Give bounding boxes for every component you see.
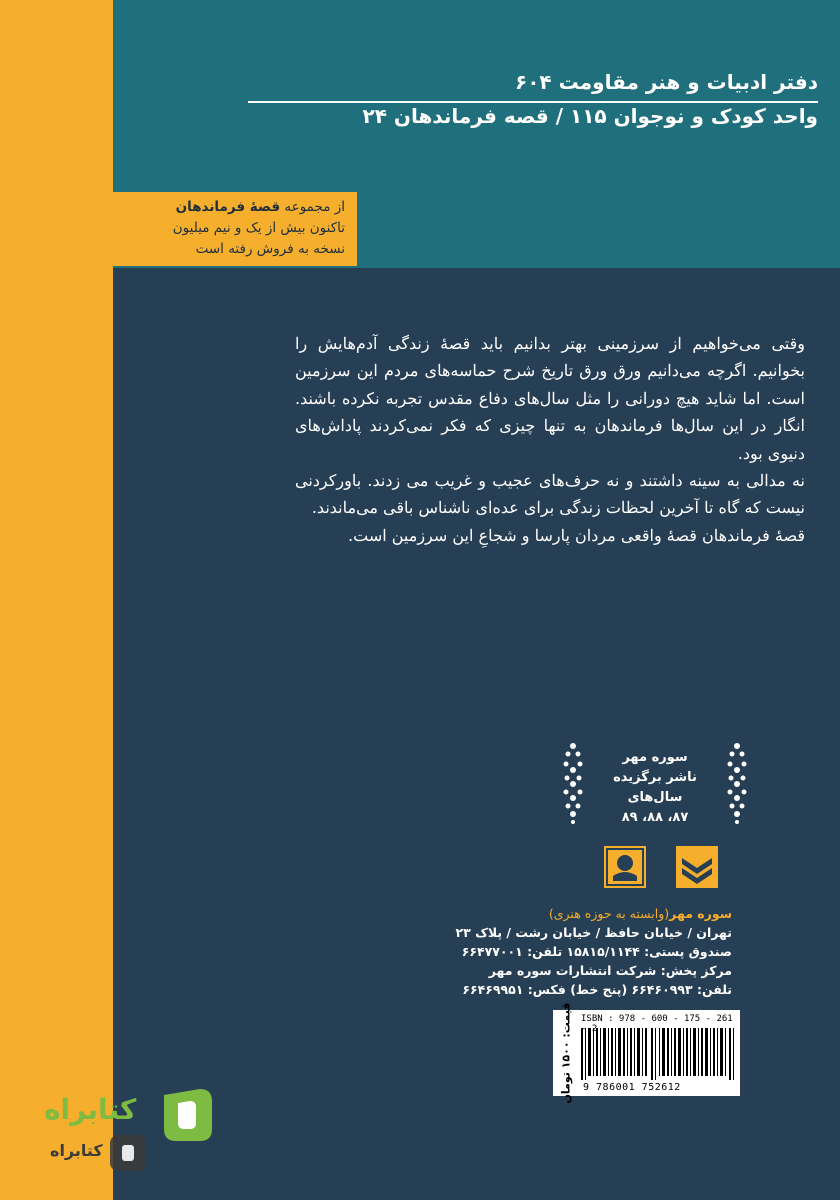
ketabrah-small-logo-icon — [108, 1133, 148, 1173]
watermark-text: کتابراه — [44, 1093, 137, 1126]
blurb-paragraph-3: قصهٔ فرماندهان قصهٔ واقعی مردان پارسا و شجاعِ این سرزمین است. — [348, 525, 805, 545]
series-sales-line-2: نسخه به فروش رفته است — [195, 241, 345, 257]
price-text: قیمت: ۱۵۰۰ تومان — [559, 1002, 573, 1104]
series-prefix: از مجموعه — [280, 199, 345, 215]
badge-line-3: ۸۷، ۸۸، ۸۹ — [621, 810, 689, 825]
ornament-right-icon — [724, 740, 750, 826]
blurb-paragraph-2: نه مدالی به سینه داشتند و نه حرف‌های عجیب و غریب می زدند. باورکردنی نیست که گاه تا آخرین لحظات زندگی برای عده‌ای ناشناس باقی می‌ماندند. — [295, 471, 805, 518]
badge-line-2: ناشر برگزیده سال‌های — [613, 770, 697, 805]
address-street: تهران / خیابان حافظ / خیابان رشت / پلاک ۲۳ — [455, 925, 732, 940]
hozeh-honari-logo-icon — [604, 846, 646, 888]
address-pobox-phone: صندوق پستی: ۱۵۸۱۵/۱۱۴۴ تلفن: ۶۶۴۷۷۰۰۱ — [461, 944, 732, 959]
spine-strip — [0, 0, 113, 1200]
blurb — [295, 330, 805, 549]
ketabrah-logo-icon — [156, 1085, 216, 1145]
barcode-digits: 9 786001 752612 — [583, 1082, 681, 1093]
badge-text — [588, 748, 722, 828]
publisher-address — [312, 904, 732, 999]
barcode-bars-icon — [581, 1028, 735, 1080]
header-divider — [248, 101, 818, 103]
isbn-label: ISBN : 978 - 600 - 175 - 261 - 2 — [581, 1014, 733, 1034]
watermark-small-text: کتابراه — [50, 1141, 103, 1160]
distribution-center: مرکز پخش: شرکت انتشارات سوره مهر — [488, 963, 732, 978]
series-sales-line: تاکنون بیش از یک و نیم میلیون — [172, 220, 345, 236]
sooreh-mehr-logo-icon — [676, 846, 718, 888]
series-sales-box — [113, 192, 357, 266]
badge-line-1: سوره مهر — [622, 750, 688, 765]
publisher-award-badge — [560, 740, 750, 826]
publisher-affiliation: (وابسته به حوزه هنری) — [548, 906, 670, 921]
blurb-paragraph-1: وقتی می‌خواهیم از سرزمینی بهتر بدانیم باید قصهٔ زندگی آدم‌هایش را بخوانیم. اگرچه می‌دانیم ورق ورق تاریخ شرح حماسه‌های مردم این سرزمین است. اما شاید هیچ دورانی را مثل سال‌های دفاع مقدس تجربه نکرده باشند. انگار در این سال‌ها فرماندهان به تنها چیزی که فکر نمی‌کردند پاداش‌های دنیوی بود. — [295, 334, 805, 463]
publisher-name: سوره مهر — [669, 906, 732, 921]
price-label — [553, 1002, 579, 1104]
ketabrah-watermark — [36, 1085, 216, 1195]
ornament-left-icon — [560, 740, 586, 826]
series-line-1: دفتر ادبیات و هنر مقاومت ۶۰۴ — [515, 70, 818, 94]
series-header — [258, 68, 818, 130]
phone-fax: تلفن: ۶۶۴۶۰۹۹۳ (پنج خط) فکس: ۶۶۴۶۹۹۵۱ — [462, 982, 732, 997]
barcode-block — [553, 1002, 740, 1104]
series-name: قصهٔ فرماندهان — [175, 199, 281, 215]
series-line-2: واحد کودک و نوجوان ۱۱۵ / قصه فرماندهان ۲۴ — [362, 104, 818, 128]
